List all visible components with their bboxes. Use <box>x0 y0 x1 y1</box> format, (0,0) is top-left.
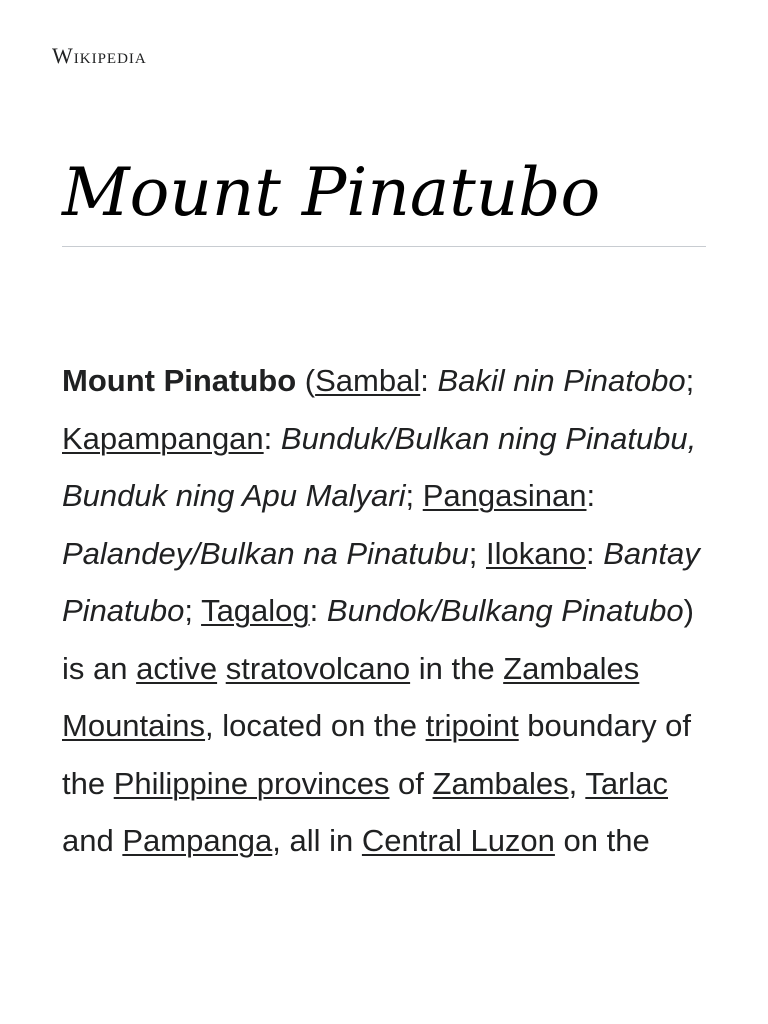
link-active[interactable]: active <box>136 650 218 686</box>
text-segment: of <box>389 765 433 801</box>
text-segment: : <box>585 535 604 571</box>
text-segment: and <box>62 823 123 858</box>
text-segment: ( <box>296 363 316 398</box>
article-subject: Mount Pinatubo <box>62 363 297 398</box>
native-name-ilokano: Bantay Pinatubo <box>62 535 700 628</box>
text-segment: : <box>263 420 281 456</box>
text-segment <box>217 651 226 686</box>
page-title: Mount Pinatubo <box>62 154 601 231</box>
site-header <box>52 42 147 70</box>
text-segment: in the <box>410 650 504 686</box>
text-segment: : <box>586 478 596 513</box>
link-sambal[interactable]: Sambal <box>315 363 421 398</box>
lead-paragraph <box>62 352 708 870</box>
text-segment: ; <box>184 593 202 628</box>
link-pangasinan[interactable]: Pangasinan <box>422 478 587 513</box>
text-segment: ) is an <box>62 593 694 686</box>
link-zambales[interactable]: Zambales <box>432 765 569 801</box>
native-name-sambal: Bakil nin Pinatobo <box>437 363 686 398</box>
article-body <box>62 352 708 870</box>
link-tripoint[interactable]: tripoint <box>425 708 519 743</box>
text-segment: ; <box>685 363 695 398</box>
link-tagalog[interactable]: Tagalog <box>201 593 310 628</box>
text-segment: ; <box>468 535 486 571</box>
text-segment: on the <box>554 823 650 858</box>
text-segment: , located on the <box>205 708 426 743</box>
link-kapampangan[interactable]: Kapampangan <box>62 420 264 456</box>
title-divider <box>62 246 706 247</box>
text-segment: boundary of the <box>62 708 692 801</box>
link-pampanga[interactable]: Pampanga <box>122 823 273 858</box>
link-stratovolcano[interactable]: stratovolcano <box>225 650 411 686</box>
native-name-pangasinan: Palandey/Bulkan na Pinatubu <box>62 535 469 571</box>
title-section <box>62 148 706 238</box>
text-segment: : <box>309 593 327 628</box>
link-tarlac[interactable]: Tarlac <box>585 765 669 801</box>
wikipedia-wordmark[interactable]: Wikipedia <box>52 43 147 68</box>
native-name-kapampangan: Bunduk/Bulkan ning Pinatubu, Bunduk ning Apu Malyari <box>62 420 697 513</box>
link-ilokano[interactable]: Ilokano <box>486 535 586 571</box>
native-name-tagalog: Bundok/Bulkang Pinatubo <box>326 593 684 628</box>
link-philippine-provinces[interactable]: Philippine provinces <box>113 765 390 801</box>
text-segment: , all in <box>272 823 362 858</box>
text-segment: : <box>420 363 438 398</box>
link-central-luzon[interactable]: Central Luzon <box>361 823 555 858</box>
text-segment: , <box>568 765 586 801</box>
text-segment: ; <box>405 478 423 513</box>
link-zambales-mountains[interactable]: Zambales Mountains <box>62 650 640 743</box>
